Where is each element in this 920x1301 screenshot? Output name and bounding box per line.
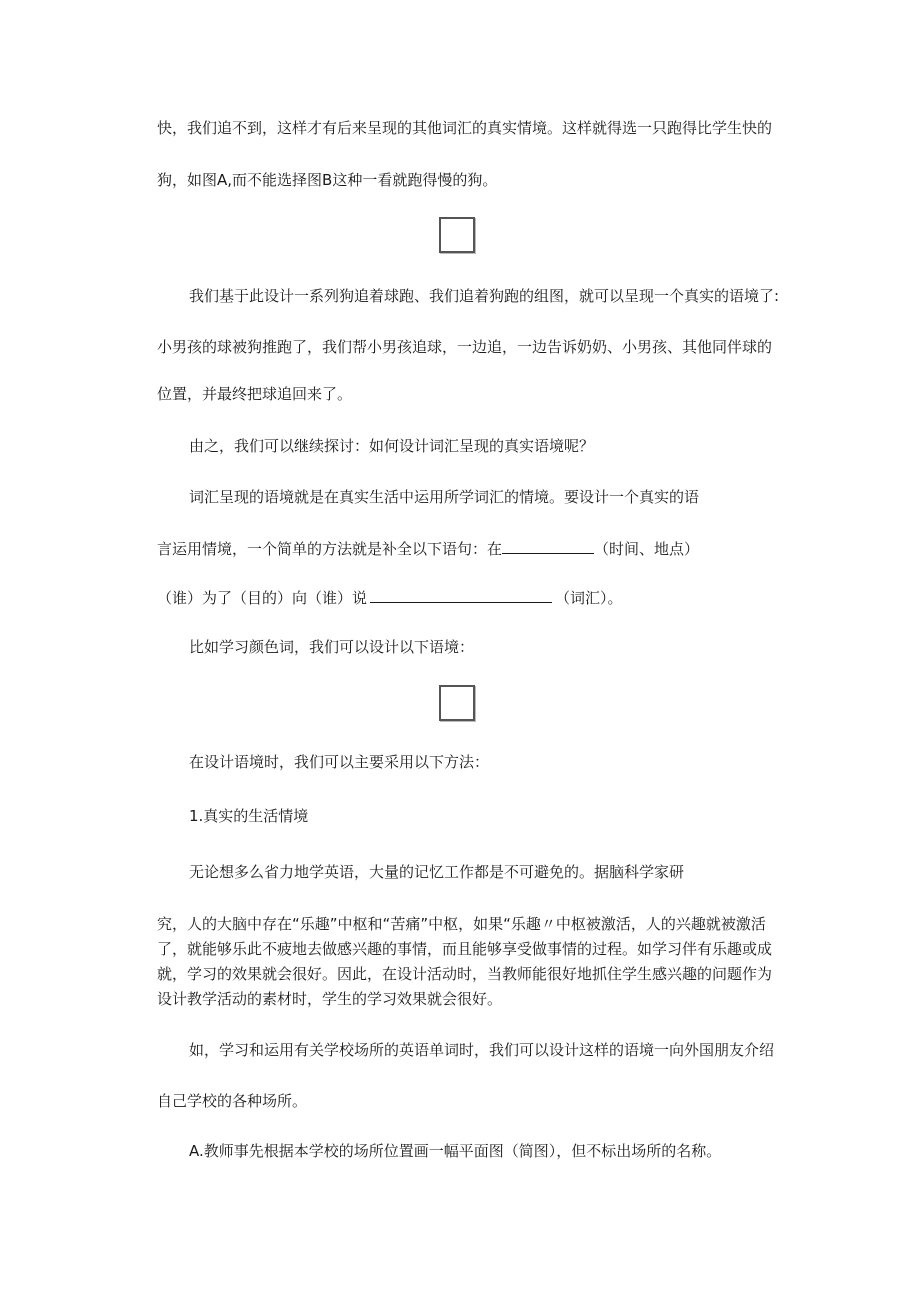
paragraph-7-line-2: 究，人的大脑中存在“乐趣”中枢和“苦痛”中枢，如果“乐趣〃中枢被激活，人的兴趣就被激活 (157, 915, 766, 933)
paragraph-4-line-2-end: （时间、地点） (594, 540, 700, 558)
paragraph-1-line-2: 狗，如图A,而不能选择图B这种一看就跑得慢的狗。 (157, 171, 498, 189)
paragraph-1-line-1: 快，我们追不到，这样才有后来呈现的其他词汇的真实情境。这样就得选一只跑得比学生快的 (157, 119, 773, 137)
paragraph-2-line-3: 位置，并最终把球追回来了。 (157, 385, 353, 403)
paragraph-4-line-3-start: （谁）为了（目的）向（谁）说 (157, 589, 368, 607)
paragraph-8-line-2: 自己学校的各种场所。 (157, 1092, 308, 1110)
image-placeholder-icon (439, 217, 475, 253)
paragraph-4-line-2 (157, 538, 699, 559)
paragraph-7-line-3: 了，就能够乐此不疲地去做感兴趣的事情，而且能够享受做事情的过程。如学习伴有乐趣或成 (157, 940, 773, 958)
image-placeholder-icon (439, 685, 475, 721)
paragraph-4-line-2-start: 言运用情境，一个简单的方法就是补全以下语句：在 (157, 540, 503, 558)
fill-in-blank (370, 587, 552, 603)
fill-in-blank (502, 538, 594, 554)
paragraph-4-line-3 (157, 587, 623, 608)
paragraph-7-line-4: 就，学习的效果就会很好。因此，在设计活动时，当教师能很好地抓住学生感兴趣的问题作为 (157, 965, 773, 983)
paragraph-4-line-1: 词汇呈现的语境就是在真实生活中运用所学词汇的情境。要设计一个真实的语 (189, 488, 700, 506)
paragraph-2-line-1: 我们基于此设计一系列狗追着球跑、我们追着狗跑的组图，就可以呈现一个真实的语境了: (189, 287, 780, 305)
section-heading-1: 1.真实的生活情境 (189, 807, 309, 825)
paragraph-3: 由之，我们可以继续探讨：如何设计词汇呈现的真实语境呢？ (189, 437, 595, 455)
paragraph-8-line-1: 如，学习和运用有关学校场所的英语单词时，我们可以设计这样的语境一向外国朋友介绍 (189, 1041, 775, 1059)
paragraph-7-line-5: 设计教学活动的素材时，学生的学习效果就会很好。 (157, 990, 503, 1008)
paragraph-5: 比如学习颜色词，我们可以设计以下语境： (189, 638, 475, 656)
paragraph-4-line-3-end: （词汇）。 (555, 589, 623, 607)
paragraph-2-line-2: 小男孩的球被狗推跑了，我们帮小男孩追球，一边追，一边告诉奶奶、小男孩、其他同伴球的 (157, 338, 773, 356)
paragraph-9: A.教师事先根据本学校的场所位置画一幅平面图（简图），但不标出场所的名称。 (189, 1142, 722, 1160)
paragraph-6: 在设计语境时，我们可以主要采用以下方法： (189, 753, 490, 771)
paragraph-7-line-1: 无论想多么省力地学英语，大量的记忆工作都是不可避免的。据脑科学家研 (189, 863, 685, 881)
